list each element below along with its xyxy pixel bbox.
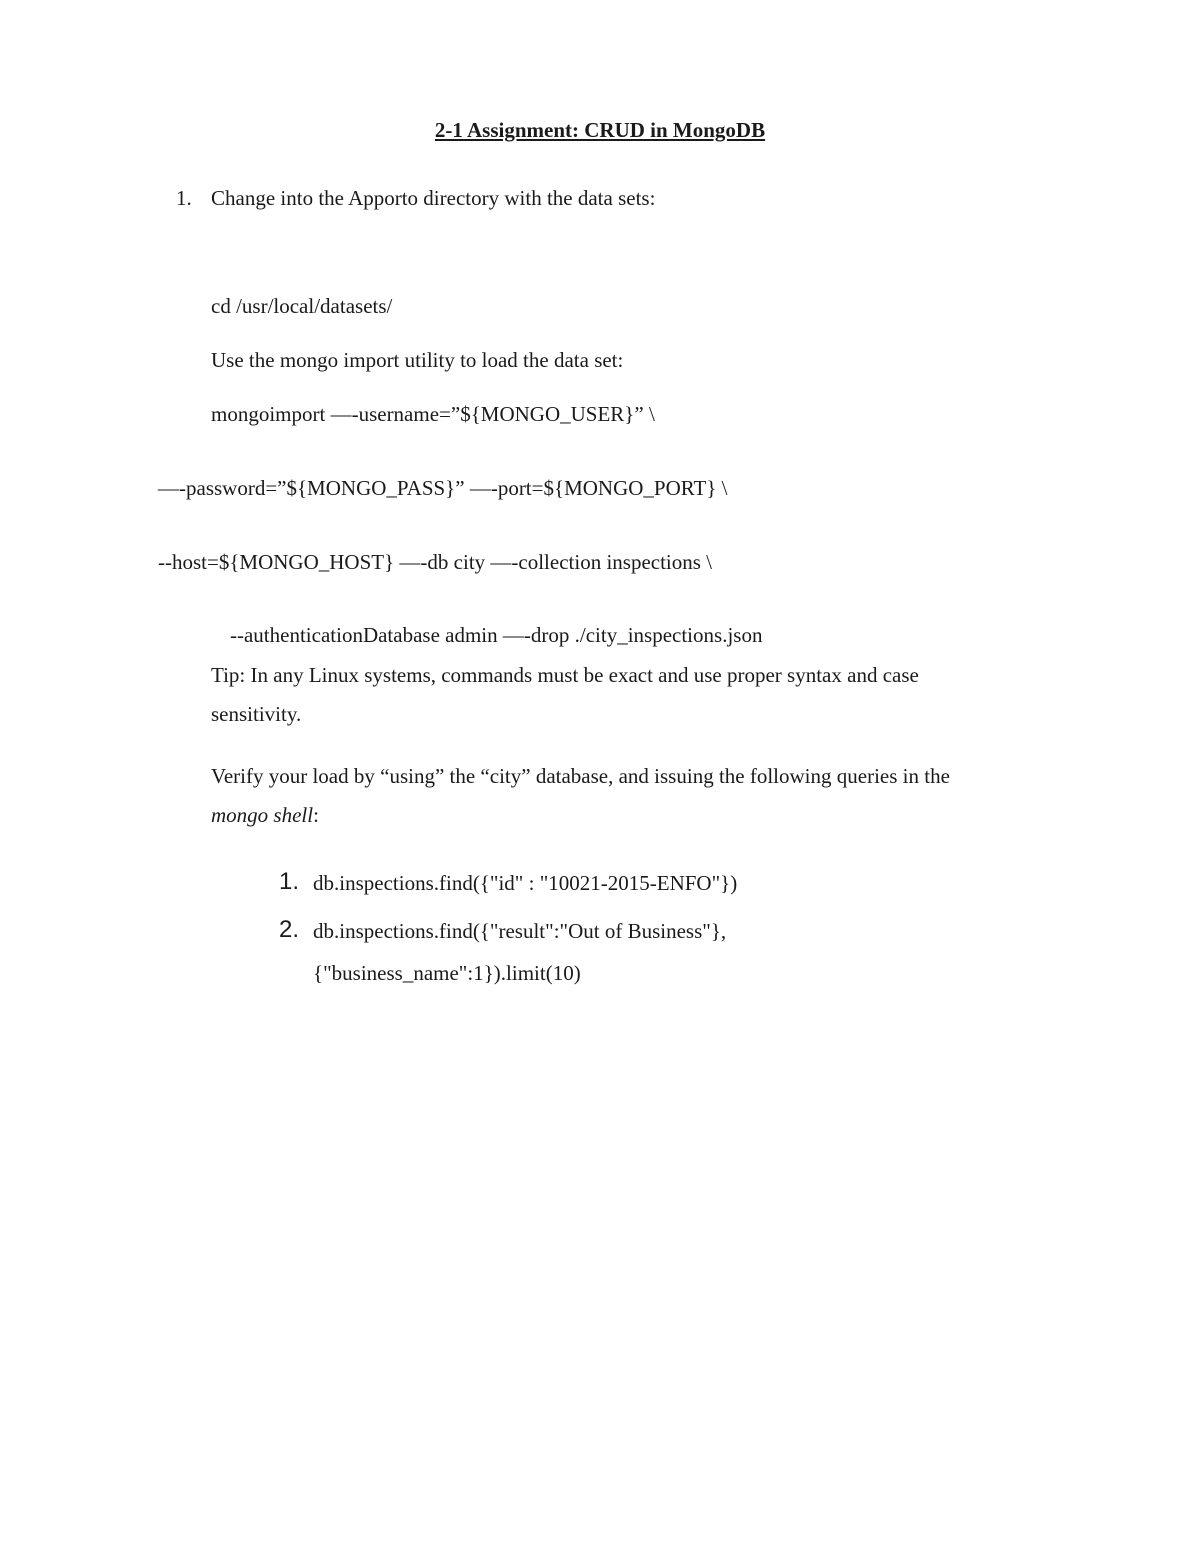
query-1-number: 1. <box>279 868 300 895</box>
import-command-line-4: --authenticationDatabase admin —-drop ./city_inspections.json <box>230 623 763 647</box>
verify-colon: : <box>313 803 319 827</box>
verify-line-2 <box>211 803 319 827</box>
query-2-text-line-2: {"business_name":1}).limit(10) <box>313 961 581 985</box>
cd-command: cd /usr/local/datasets/ <box>211 294 393 318</box>
verify-line-1: Verify your load by “using” the “city” database, and issuing the following queries in the <box>211 764 950 788</box>
query-1-text: db.inspections.find({"id" : "10021-2015-ENFO"}) <box>313 871 738 895</box>
import-instruction: Use the mongo import utility to load the data set: <box>211 348 624 372</box>
query-2-text-line-1: db.inspections.find({"result":"Out of Business"}, <box>313 919 727 943</box>
step-1-number: 1. <box>176 186 192 210</box>
import-command-line-2: —-password=”${MONGO_PASS}” —-port=${MONGO_PORT} \ <box>158 476 728 500</box>
step-1-text: Change into the Apporto directory with the data sets: <box>211 186 656 210</box>
document-title: 2-1 Assignment: CRUD in MongoDB <box>434 118 766 142</box>
tip-line-2: sensitivity. <box>211 702 302 726</box>
import-command-line-3: --host=${MONGO_HOST} —-db city —-collection inspections \ <box>158 550 713 574</box>
tip-line-1: Tip: In any Linux systems, commands must be exact and use proper syntax and case <box>211 663 919 687</box>
query-2-number: 2. <box>279 916 300 943</box>
mongo-shell-italic: mongo shell <box>211 803 314 827</box>
import-command-line-1: mongoimport —-username=”${MONGO_USER}” \ <box>211 402 655 426</box>
